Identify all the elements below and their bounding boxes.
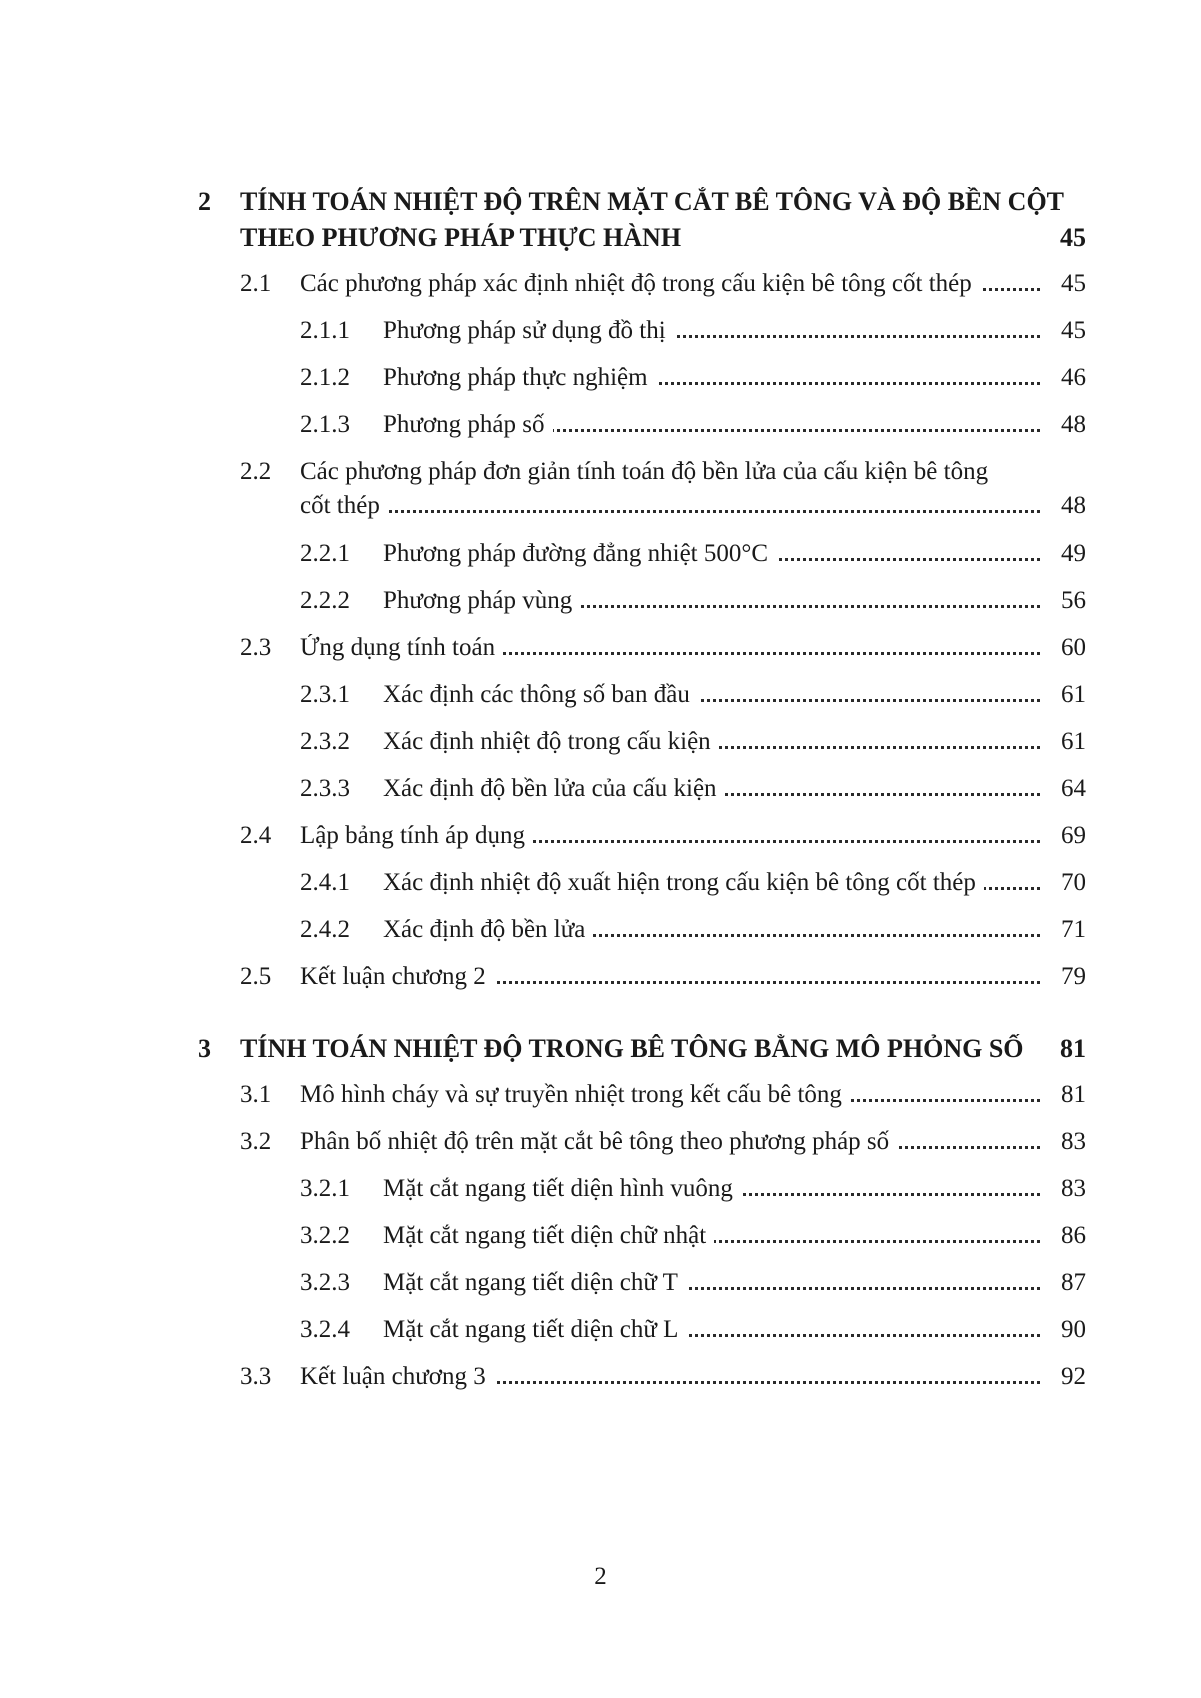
toc-entry-number: 2.2.2 <box>300 587 350 614</box>
toc-entry-number: 2 <box>198 187 211 216</box>
toc-entry-number: 2.1.2 <box>300 364 350 391</box>
toc-entry-title: TÍNH TOÁN NHIỆT ĐỘ TRÊN MẶT CẮT BÊ TÔNG VÀ ĐỘ BỀN CỘT <box>240 187 1075 217</box>
toc-entry-title: Mô hình cháy và sự truyền nhiệt trong kết cấu bê tông <box>300 1081 1040 1109</box>
toc-entry-title: Xác định độ bền lửa <box>383 916 1040 944</box>
toc-entry-title: Xác định độ bền lửa của cấu kiện <box>383 775 1040 803</box>
toc-entry-number: 2.3 <box>240 634 272 661</box>
toc-entry-number: 2.3.3 <box>300 775 350 802</box>
toc-entry-title: Phân bố nhiệt độ trên mặt cắt bê tông theo phương pháp số <box>300 1128 1040 1156</box>
toc-entry-title: Mặt cắt ngang tiết diện chữ T <box>383 1269 1040 1297</box>
toc-entry-number: 3.2.4 <box>300 1316 350 1343</box>
toc-entry-title: Xác định các thông số ban đầu <box>383 681 1040 709</box>
toc-entry-number: 2.4.2 <box>300 916 350 943</box>
toc-entry-title-continued: cốt thép <box>300 492 1040 520</box>
toc-entry-page: 83 <box>1061 1128 1086 1155</box>
toc-entry-page: 69 <box>1061 822 1086 849</box>
toc-entry-number: 2.3.2 <box>300 728 350 755</box>
toc-entry-title: Lập bảng tính áp dụng <box>300 822 1040 850</box>
toc-entry-page: 81 <box>1060 1034 1086 1063</box>
toc-entry-number: 2.3.1 <box>300 681 350 708</box>
toc-entry-title-continued: THEO PHƯƠNG PHÁP THỰC HÀNH <box>240 223 1075 253</box>
toc-entry-page: 87 <box>1061 1269 1086 1296</box>
toc-entry-page: 86 <box>1061 1222 1086 1249</box>
toc-entry-title: Phương pháp thực nghiệm <box>383 364 1040 392</box>
toc-entry-number: 2.1 <box>240 270 272 297</box>
toc-entry-page: 56 <box>1061 587 1086 614</box>
toc-entry-page: 45 <box>1061 317 1086 344</box>
toc-entry-page: 60 <box>1061 634 1086 661</box>
toc-entry-page: 81 <box>1061 1081 1086 1108</box>
toc-entry-title: Phương pháp đường đẳng nhiệt 500°C <box>383 540 1040 568</box>
toc-entry-number: 3.2.2 <box>300 1222 350 1249</box>
toc-entry-number: 2.2 <box>240 458 272 485</box>
toc-entry-page: 71 <box>1061 916 1086 943</box>
toc-entry-title: Mặt cắt ngang tiết diện hình vuông <box>383 1175 1040 1203</box>
toc-entry-number: 3.3 <box>240 1363 272 1390</box>
page-number: 2 <box>594 1563 607 1590</box>
toc-entry-title: Xác định nhiệt độ trong cấu kiện <box>383 728 1040 756</box>
toc-dot-leader <box>300 510 1040 513</box>
toc-entry-page: 48 <box>1061 492 1086 519</box>
toc-entry-page: 48 <box>1061 411 1086 438</box>
toc-entry-page: 92 <box>1061 1363 1086 1390</box>
toc-entry-title: Phương pháp sử dụng đồ thị <box>383 317 1040 345</box>
toc-entry-number: 3.1 <box>240 1081 272 1108</box>
toc-entry-title: Kết luận chương 2 <box>300 963 1040 991</box>
toc-entry-title: Mặt cắt ngang tiết diện chữ nhật <box>383 1222 1040 1250</box>
toc-entry-title: Mặt cắt ngang tiết diện chữ L <box>383 1316 1040 1344</box>
toc-entry-title: Các phương pháp đơn giản tính toán độ bền lửa của cấu kiện bê tông <box>300 458 1040 486</box>
toc-entry-number: 2.1.1 <box>300 317 350 344</box>
toc-entry-number: 2.4.1 <box>300 869 350 896</box>
toc-entry-title: Kết luận chương 3 <box>300 1363 1040 1391</box>
toc-entry-page: 45 <box>1061 270 1086 297</box>
toc-entry-page: 46 <box>1061 364 1086 391</box>
toc-entry-page: 90 <box>1061 1316 1086 1343</box>
toc-entry-page: 49 <box>1061 540 1086 567</box>
toc-entry-title: TÍNH TOÁN NHIỆT ĐỘ TRONG BÊ TÔNG BẰNG MÔ PHỎNG SỐ <box>240 1034 1075 1064</box>
toc-entry-title: Phương pháp vùng <box>383 587 1040 615</box>
toc-entry-title: Ứng dụng tính toán <box>300 634 1040 662</box>
toc-entry-page: 79 <box>1061 963 1086 990</box>
toc-entry-number: 3.2.1 <box>300 1175 350 1202</box>
toc-entry-title: Phương pháp số <box>383 411 1040 439</box>
toc-entry-title: Xác định nhiệt độ xuất hiện trong cấu kiện bê tông cốt thép <box>383 869 1040 897</box>
toc-entry-page: 45 <box>1060 223 1086 252</box>
toc-entry-page: 61 <box>1061 728 1086 755</box>
toc-entry-page: 70 <box>1061 869 1086 896</box>
toc-entry-number: 3.2.3 <box>300 1269 350 1296</box>
toc-entry-number: 3 <box>198 1034 211 1063</box>
toc-entry-number: 2.4 <box>240 822 272 849</box>
toc-entry-title: Các phương pháp xác định nhiệt độ trong cấu kiện bê tông cốt thép <box>300 270 1040 298</box>
toc-entry-number: 3.2 <box>240 1128 272 1155</box>
toc-entry-number: 2.1.3 <box>300 411 350 438</box>
toc-entry-number: 2.5 <box>240 963 272 990</box>
toc-entry-page: 83 <box>1061 1175 1086 1202</box>
toc-entry-page: 64 <box>1061 775 1086 802</box>
toc-entry-page: 61 <box>1061 681 1086 708</box>
toc-entry-number: 2.2.1 <box>300 540 350 567</box>
